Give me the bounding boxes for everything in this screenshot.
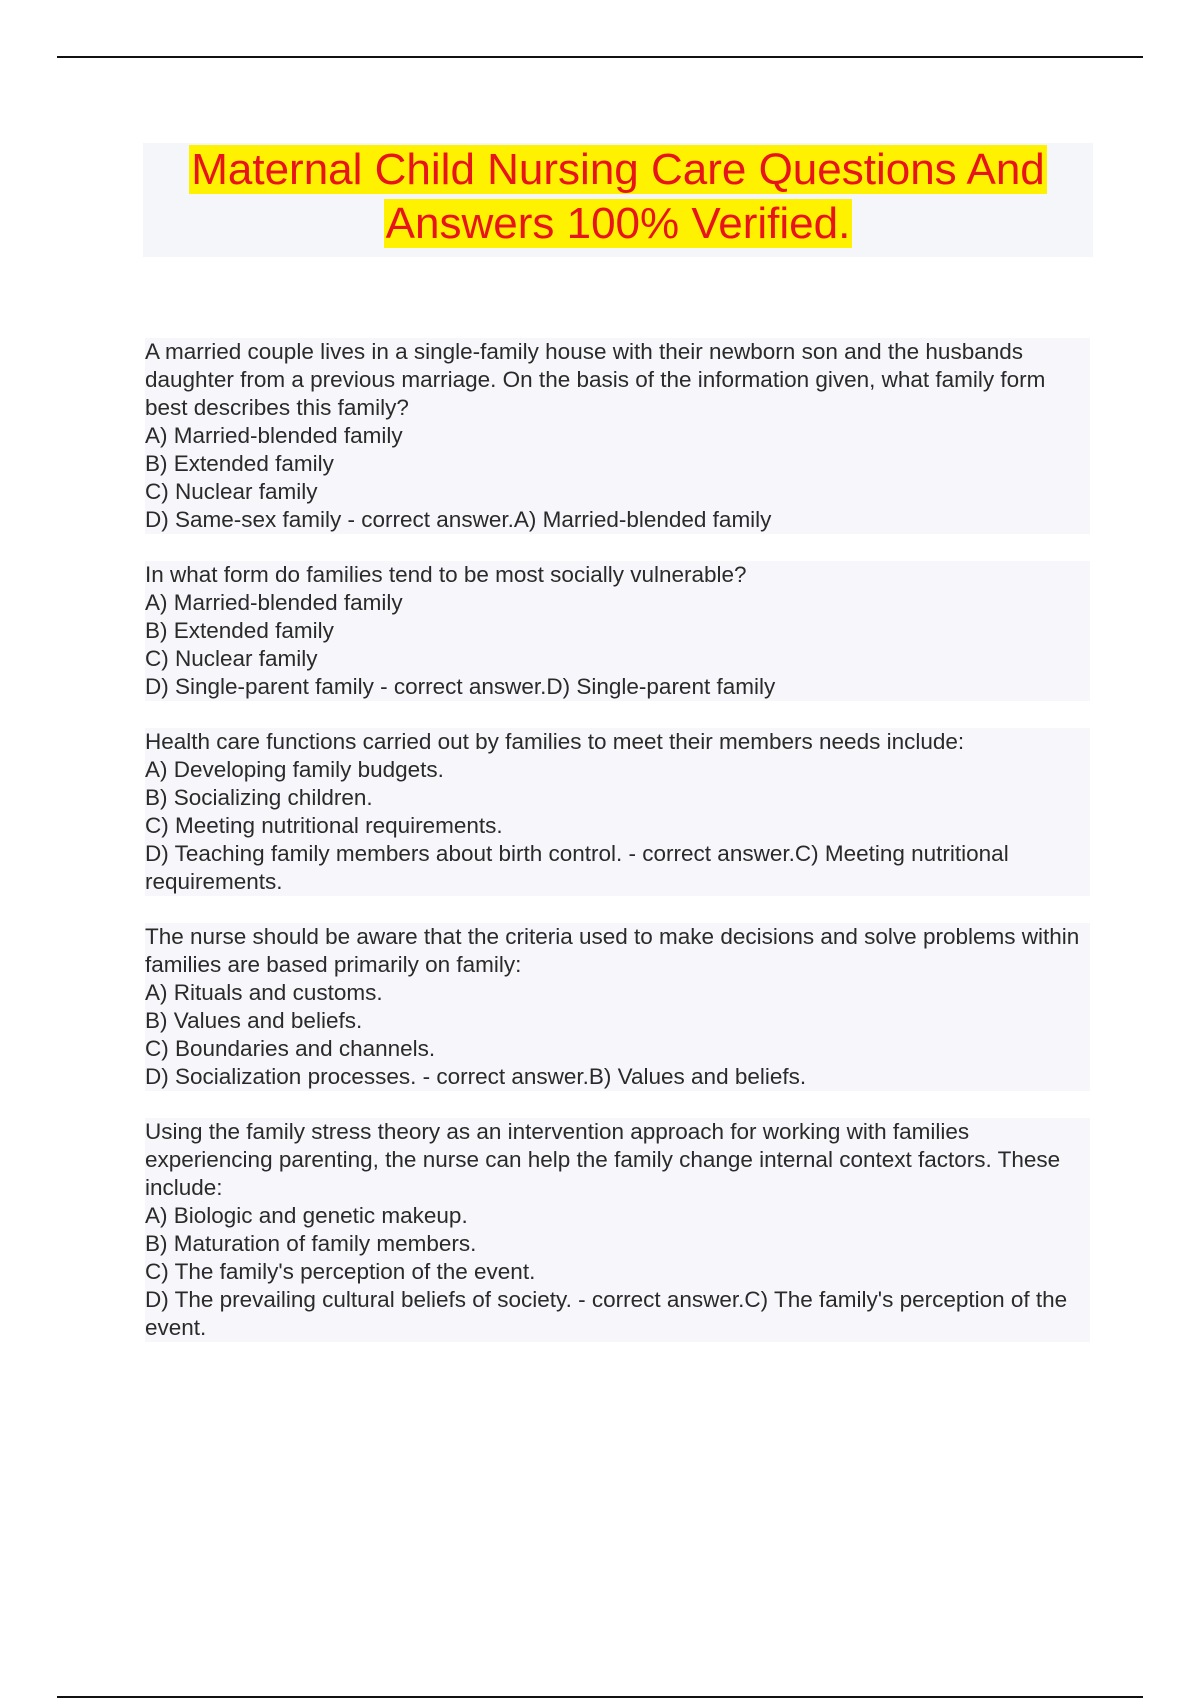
questions-list bbox=[145, 338, 1090, 1369]
title-line-1 bbox=[143, 143, 1093, 197]
option-a: A) Rituals and customs. bbox=[145, 980, 383, 1005]
option-a: A) Married-blended family bbox=[145, 590, 403, 615]
question-block-2 bbox=[145, 561, 1090, 701]
option-a: A) Developing family budgets. bbox=[145, 757, 444, 782]
option-c: C) The family's perception of the event. bbox=[145, 1259, 536, 1284]
question-text: In what form do families tend to be most socially vulnerable? bbox=[145, 562, 747, 587]
option-d-with-answer: D) Single-parent family - correct answer.D) Single-parent family bbox=[145, 674, 776, 699]
title-text-2: Answers 100% Verified. bbox=[385, 199, 851, 248]
option-d-with-answer: D) Same-sex family - correct answer.A) Married-blended family bbox=[145, 507, 772, 532]
bottom-rule bbox=[57, 1696, 1143, 1698]
title-text-1: Maternal Child Nursing Care Questions And bbox=[191, 145, 1045, 194]
document-title bbox=[143, 143, 1093, 257]
option-d-with-answer: D) Teaching family members about birth control. - correct answer.C) Meeting nutritional requirements. bbox=[145, 841, 1009, 894]
question-text: Health care functions carried out by families to meet their members needs include: bbox=[145, 729, 965, 754]
question-text: A married couple lives in a single-family house with their newborn son and the husbands daughter from a previous marriage. On the basis of the information given, what family form best describes this family? bbox=[145, 339, 1046, 420]
question-block-3 bbox=[145, 728, 1090, 896]
option-a: A) Married-blended family bbox=[145, 423, 403, 448]
option-a: A) Biologic and genetic makeup. bbox=[145, 1203, 468, 1228]
option-b: B) Socializing children. bbox=[145, 785, 373, 810]
question-block-1 bbox=[145, 338, 1090, 534]
option-c: C) Nuclear family bbox=[145, 479, 318, 504]
question-text: The nurse should be aware that the criteria used to make decisions and solve problems within families are based primarily on family: bbox=[145, 924, 1080, 977]
option-b: B) Maturation of family members. bbox=[145, 1231, 477, 1256]
option-b: B) Extended family bbox=[145, 618, 334, 643]
option-d-with-answer: D) The prevailing cultural beliefs of society. - correct answer.C) The family's perception of the event. bbox=[145, 1287, 1068, 1340]
top-rule bbox=[57, 56, 1143, 58]
option-c: C) Nuclear family bbox=[145, 646, 318, 671]
option-b: B) Values and beliefs. bbox=[145, 1008, 363, 1033]
option-c: C) Meeting nutritional requirements. bbox=[145, 813, 503, 838]
question-block-4 bbox=[145, 923, 1090, 1091]
title-line-2 bbox=[143, 197, 1093, 251]
question-text: Using the family stress theory as an intervention approach for working with families experiencing parenting, the nurse can help the family change internal context factors. These include: bbox=[145, 1119, 1061, 1200]
option-d-with-answer: D) Socialization processes. - correct answer.B) Values and beliefs. bbox=[145, 1064, 807, 1089]
option-c: C) Boundaries and channels. bbox=[145, 1036, 436, 1061]
question-block-5 bbox=[145, 1118, 1090, 1342]
option-b: B) Extended family bbox=[145, 451, 334, 476]
